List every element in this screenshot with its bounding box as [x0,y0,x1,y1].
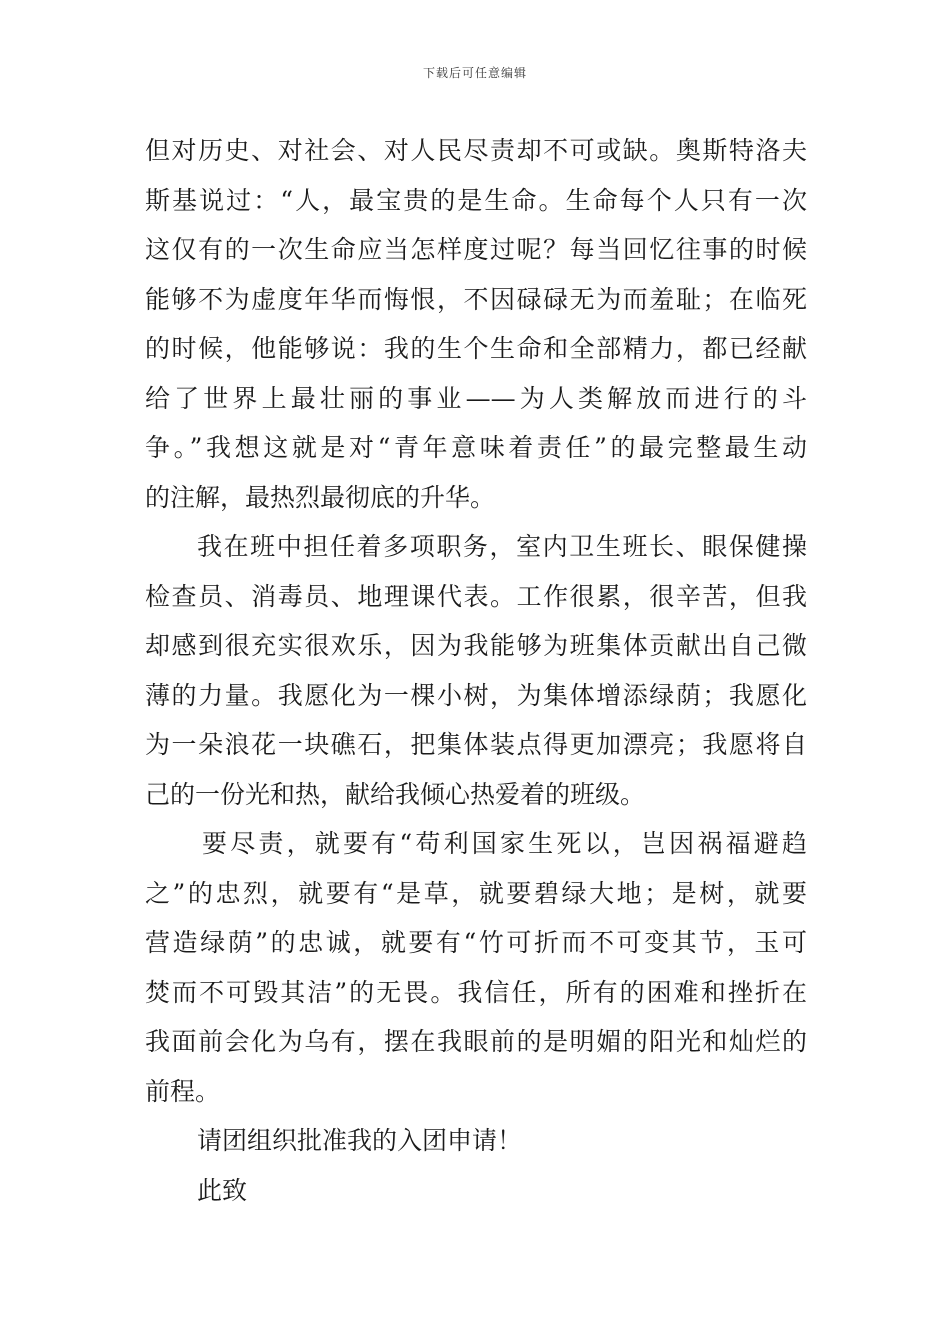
page-header-caption: 下载后可任意编辑 [422,66,527,80]
text-line: 这仅有的一次生命应当怎样度过呢？每当回忆往事的时候 [145,235,807,264]
text-line: 的注解，最热烈最彻底的升华。 [145,482,496,512]
paragraph-first-line: 我在班中担任着多项职务，室内卫生班长、眼保健操 [197,532,807,561]
text-line: 给了世界上最壮丽的事业——为人类解放而进行的斗 [145,383,807,413]
text-line: 斯基说过：“人，最宝贵的是生命。生命每个人只有一次 [145,185,807,215]
text-line: 己的一份光和热，献给我倾心热爱着的班级。 [145,779,646,809]
text-line: 焚而不可毁其洁”的无畏。我信任，所有的困难和挫折在 [145,977,807,1007]
text-line: 的时候，他能够说：我的生个生命和全部精力，都已经献 [145,334,807,363]
text-line: 检查员、消毒员、地理课代表。工作很累，很辛苦，但我 [145,581,807,611]
text-line: 我面前会化为乌有，摆在我眼前的是明媚的阳光和灿烂的 [145,1027,807,1056]
text-line: 能够不为虚度年华而悔恨，不因碌碌无为而羞耻；在临死 [145,284,807,314]
paragraph-first-line: 要尽责，就要有“苟利国家生死以，岂因祸福避趋 [202,829,807,858]
text-line: 薄的力量。我愿化为一棵小树，为集体增添绿荫；我愿化 [145,680,807,710]
document-body [145,126,807,1215]
text-line: 但对历史、对社会、对人民尽责却不可或缺。奥斯特洛夫 [145,136,807,165]
text-line: 却感到很充实很欢乐，因为我能够为班集体贡献出自己微 [145,631,807,660]
text-line: 为一朵浪花一块礁石，把集体装点得更加漂亮；我愿将自 [145,730,807,759]
text-line: 前程。 [145,1076,221,1106]
closing-salutation: 此致 [197,1175,248,1205]
text-line: 营造绿荫”的忠诚，就要有“竹可折而不可变其节，玉可 [145,928,807,957]
request-line: 请团组织批准我的入团申请！ [197,1126,523,1155]
text-line: 争。”我想这就是对“青年意味着责任”的最完整最生动 [145,433,807,462]
text-line: 之”的忠烈，就要有“是草，就要碧绿大地；是树，就要 [145,878,807,908]
